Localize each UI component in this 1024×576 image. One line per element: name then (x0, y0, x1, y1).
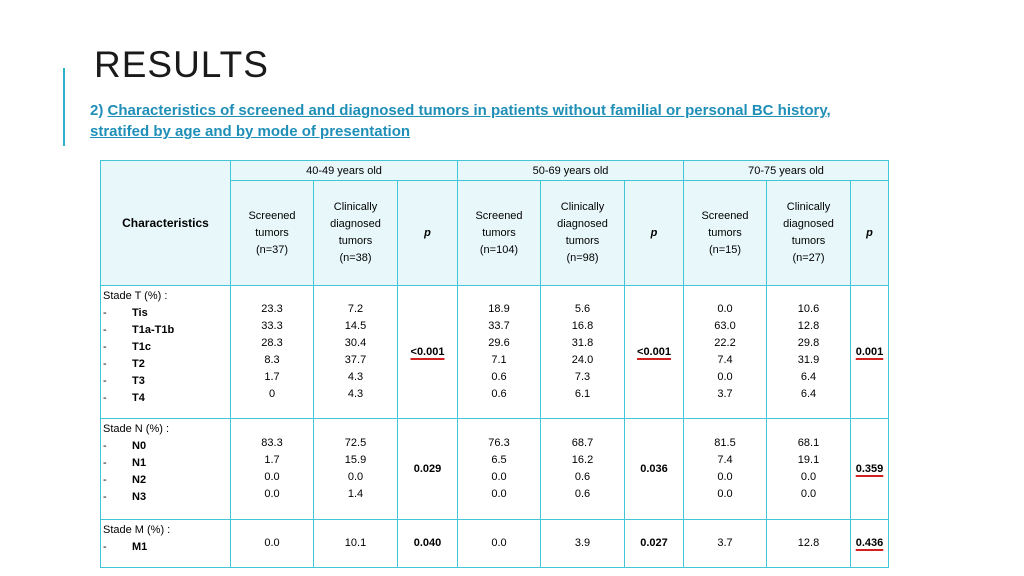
m-g2-clinical: 3.9 (541, 520, 625, 568)
t-g1-p: <0.001 (398, 286, 458, 419)
subheader-g2-clinical: Clinically diagnosed tumors (n=98) (541, 181, 625, 286)
results-table (100, 160, 889, 568)
n-g1-screened: 83.3 1.7 0.0 0.0 (231, 419, 314, 520)
n-g2-clinical: 68.7 16.2 0.6 0.6 (541, 419, 625, 520)
section-title: Stade T (%) : (103, 290, 168, 302)
group-header-70-75: 70-75 years old (684, 161, 889, 181)
m-g3-screened: 3.7 (684, 520, 767, 568)
t-g2-p: <0.001 (625, 286, 684, 419)
m-g1-p: 0.040 (398, 520, 458, 568)
category-label: M1 (132, 541, 148, 553)
subheader-g2-p: p (625, 181, 684, 286)
category-label: N2 (132, 474, 147, 486)
category-label: T3 (132, 375, 145, 387)
subheader-g1-screened: Screened tumors (n=37) (231, 181, 314, 286)
m-g1-clinical: 10.1 (314, 520, 398, 568)
subheader-g2-screened: Screened tumors (n=104) (458, 181, 541, 286)
subtitle-number: 2) (90, 102, 104, 119)
section-row-t (101, 286, 889, 419)
category-label: T2 (132, 358, 145, 370)
group-header-40-49: 40-49 years old (231, 161, 458, 181)
n-g2-screened: 76.3 6.5 0.0 0.0 (458, 419, 541, 520)
category-label: T4 (132, 392, 145, 404)
m-g2-p: 0.027 (625, 520, 684, 568)
t-g3-p: 0.001 (851, 286, 889, 419)
subheader-g1-clinical: Clinically diagnosed tumors (n=38) (314, 181, 398, 286)
category-label: N0 (132, 440, 147, 452)
category-label: T1c (132, 341, 151, 353)
n-g1-p: 0.029 (398, 419, 458, 520)
t-g2-clinical: 5.6 16.8 31.8 24.0 7.3 6.1 (541, 286, 625, 419)
n-g3-p: 0.359 (851, 419, 889, 520)
t-g3-clinical: 10.6 12.8 29.8 31.9 6.4 6.4 (767, 286, 851, 419)
section-n-characteristics: Stade N (%) : - N0 - N1 - N2 - N3 (101, 419, 231, 520)
category-label: T1a-T1b (132, 324, 175, 336)
slide-title: RESULTS (94, 44, 269, 85)
category-label: N3 (132, 491, 147, 503)
section-t-characteristics: Stade T (%) : - Tis - T1a-T1b - T1c - T2 - T3 - T4 (101, 286, 231, 419)
slide-subtitle (90, 100, 890, 142)
t-g1-clinical: 7.2 14.5 30.4 37.7 4.3 4.3 (314, 286, 398, 419)
accent-bar (63, 68, 65, 146)
m-g3-clinical: 12.8 (767, 520, 851, 568)
n-g2-p: 0.036 (625, 419, 684, 520)
section-m-characteristics: Stade M (%) : - M1 (101, 520, 231, 568)
subheader-g3-p: p (851, 181, 889, 286)
n-g1-clinical: 72.5 15.9 0.0 1.4 (314, 419, 398, 520)
subtitle-link[interactable]: Characteristics of screened and diagnosed tumors in patients without familial or personal BC history, stratifed by age and by mode of presentation (90, 102, 831, 140)
t-g2-screened: 18.9 33.7 29.6 7.1 0.6 0.6 (458, 286, 541, 419)
characteristics-header: Characteristics (101, 161, 231, 286)
m-g3-p: 0.436 (851, 520, 889, 568)
t-g1-screened: 23.3 33.3 28.3 8.3 1.7 0 (231, 286, 314, 419)
subheader-g3-clinical: Clinically diagnosed tumors (n=27) (767, 181, 851, 286)
t-g3-screened: 0.0 63.0 22.2 7.4 0.0 3.7 (684, 286, 767, 419)
section-row-m (101, 520, 889, 568)
m-g2-screened: 0.0 (458, 520, 541, 568)
m-g1-screened: 0.0 (231, 520, 314, 568)
category-label: N1 (132, 457, 147, 469)
group-header-50-69: 50-69 years old (458, 161, 684, 181)
subheader-g3-screened: Screened tumors (n=15) (684, 181, 767, 286)
n-g3-screened: 81.5 7.4 0.0 0.0 (684, 419, 767, 520)
subheader-g1-p: p (398, 181, 458, 286)
section-title: Stade N (%) : (103, 423, 170, 435)
section-title: Stade M (%) : (103, 524, 171, 536)
category-label: Tis (132, 307, 148, 319)
n-g3-clinical: 68.1 19.1 0.0 0.0 (767, 419, 851, 520)
section-row-n (101, 419, 889, 520)
